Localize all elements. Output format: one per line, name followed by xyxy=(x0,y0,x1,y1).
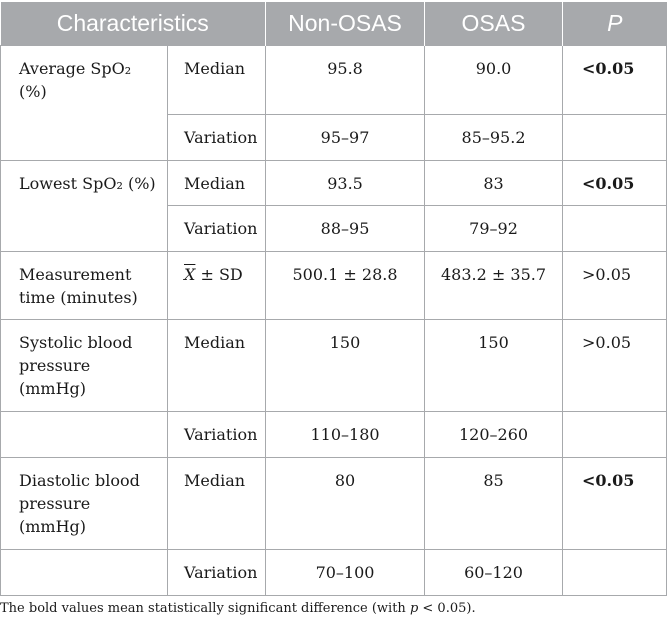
characteristic-cell: Average SpO₂ (%) xyxy=(1,46,168,161)
p-value-cell: >0.05 xyxy=(563,252,667,320)
header-p: P xyxy=(563,2,667,46)
non-osas-cell: 150 xyxy=(266,320,425,412)
statistic-cell: Median xyxy=(168,320,266,412)
osas-cell: 120–260 xyxy=(425,412,563,458)
non-osas-cell: 110–180 xyxy=(266,412,425,458)
osas-cell: 85–95.2 xyxy=(425,115,563,161)
table-row xyxy=(1,46,667,115)
osas-cell: 60–120 xyxy=(425,550,563,596)
non-osas-cell: 93.5 xyxy=(266,161,425,206)
non-osas-cell: 500.1 ± 28.8 xyxy=(266,252,425,320)
characteristic-cell xyxy=(1,412,168,458)
osas-cell: 90.0 xyxy=(425,46,563,115)
p-value-cell xyxy=(563,550,667,596)
characteristic-cell: Systolic blood pressure (mmHg) xyxy=(1,320,168,412)
osas-comparison-table xyxy=(0,2,667,596)
table-row xyxy=(1,550,667,596)
p-value-cell: >0.05 xyxy=(563,320,667,412)
osas-cell: 150 xyxy=(425,320,563,412)
osas-cell: 83 xyxy=(425,161,563,206)
footnote-suffix: < 0.05). xyxy=(418,601,476,616)
statistic-cell xyxy=(168,252,266,320)
footnote-prefix: The bold values mean statistically significant difference (with xyxy=(0,601,410,616)
osas-cell: 79–92 xyxy=(425,206,563,252)
p-value-cell xyxy=(563,412,667,458)
p-value-cell xyxy=(563,206,667,252)
statistic-cell: Median xyxy=(168,161,266,206)
table-row xyxy=(1,320,667,412)
statistic-cell: Variation xyxy=(168,206,266,252)
table-footnote xyxy=(0,601,668,616)
table-row xyxy=(1,458,667,550)
table-header-row xyxy=(1,2,667,46)
non-osas-cell: 95.8 xyxy=(266,46,425,115)
sd-text: ± SD xyxy=(195,265,243,284)
mean-symbol: $\overline{X}$ xyxy=(184,265,196,284)
p-value-cell: <0.05 xyxy=(563,458,667,550)
p-value-cell: <0.05 xyxy=(563,46,667,115)
non-osas-cell: 80 xyxy=(266,458,425,550)
statistic-cell: Median xyxy=(168,46,266,115)
header-osas: OSAS xyxy=(425,2,563,46)
non-osas-cell: 95–97 xyxy=(266,115,425,161)
osas-cell: 85 xyxy=(425,458,563,550)
statistic-cell: Variation xyxy=(168,115,266,161)
p-value-cell: <0.05 xyxy=(563,161,667,206)
characteristic-cell: Lowest SpO₂ (%) xyxy=(1,161,168,252)
p-value-cell xyxy=(563,115,667,161)
non-osas-cell: 88–95 xyxy=(266,206,425,252)
header-non-osas: Non-OSAS xyxy=(266,2,425,46)
characteristic-cell: Measurement time (minutes) xyxy=(1,252,168,320)
statistic-cell: Variation xyxy=(168,412,266,458)
table-row xyxy=(1,161,667,206)
footnote-variable: p xyxy=(409,601,419,616)
statistic-cell: Median xyxy=(168,458,266,550)
header-characteristics: Characteristics xyxy=(1,2,266,46)
statistic-cell: Variation xyxy=(168,550,266,596)
non-osas-cell: 70–100 xyxy=(266,550,425,596)
characteristic-cell xyxy=(1,550,168,596)
table-row xyxy=(1,412,667,458)
osas-cell: 483.2 ± 35.7 xyxy=(425,252,563,320)
characteristic-cell: Diastolic blood pressure (mmHg) xyxy=(1,458,168,550)
table-row xyxy=(1,252,667,320)
